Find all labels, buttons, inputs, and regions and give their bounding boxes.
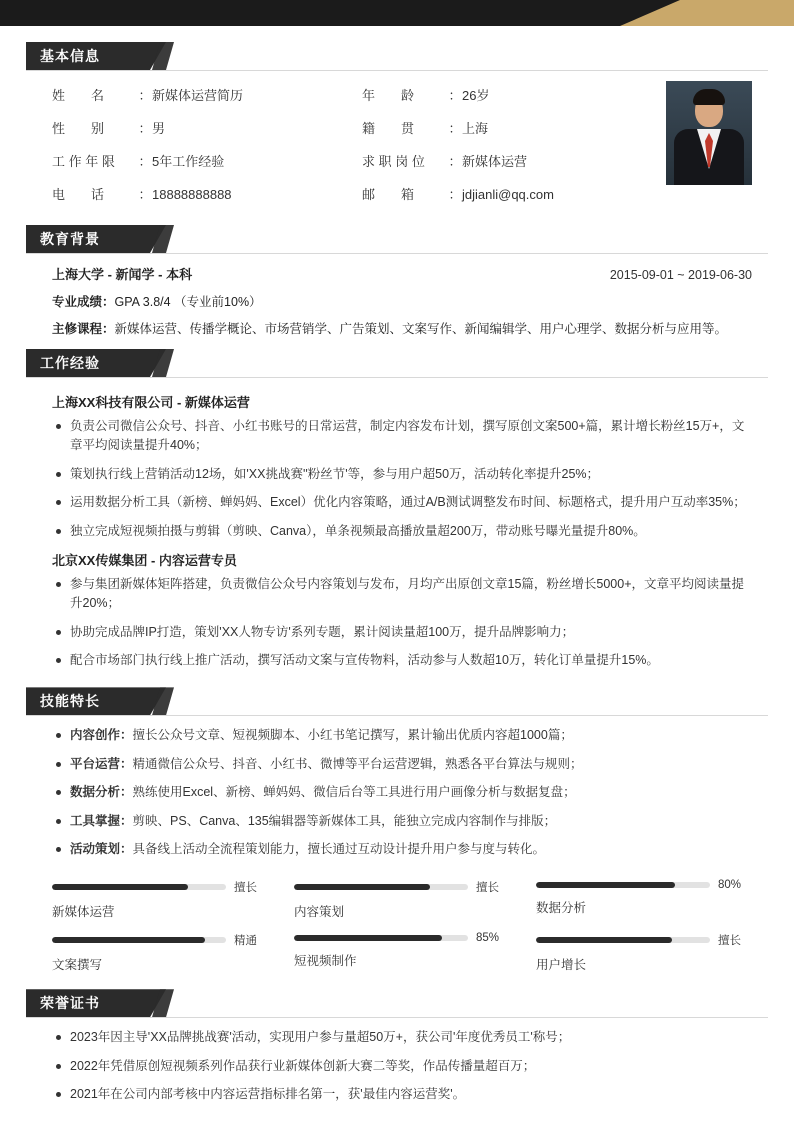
- colon: ：: [448, 121, 462, 136]
- section-basic-info: [0, 26, 794, 213]
- basic-info-body: [0, 71, 794, 213]
- education-date: 2015-09-01 ~ 2019-06-30: [609, 268, 752, 282]
- job-bullets: [52, 417, 752, 541]
- colon: ：: [448, 88, 462, 103]
- list-item: [52, 726, 752, 745]
- skill-bar-value: 85%: [476, 932, 500, 945]
- job-bullets: [52, 575, 752, 671]
- skill-desc: 熟练使用Excel、新榜、蝉妈妈、微信后台等工具进行用户画像分析与数据复盘；: [132, 785, 576, 800]
- avatar: [666, 81, 752, 185]
- section-title-honors: 荣誉证书: [40, 995, 100, 1012]
- education-gpa-value: GPA 3.8/4 （专业前10%）: [114, 295, 262, 309]
- skill-bar-fill: [52, 884, 188, 890]
- basic-field-value: 新媒体运营简历: [152, 88, 244, 103]
- basic-field: [52, 184, 362, 203]
- list-item: 配合市场部门执行线上推广活动，撰写活动文案与宣传物料，活动参与人数超10万，转化订单量提升15%。: [52, 651, 752, 670]
- section-header-honors: [26, 989, 176, 1017]
- colon: ：: [138, 121, 152, 136]
- avatar-hair: [693, 89, 725, 105]
- skill-bar-fill: [294, 884, 430, 890]
- skill-bar: [536, 924, 752, 973]
- colon: ：: [138, 187, 152, 202]
- colon: ：: [448, 187, 462, 202]
- skill-bar-fill: [294, 935, 442, 941]
- basic-field-label: 邮 箱: [362, 187, 415, 202]
- list-item: 协助完成品牌IP打造，策划'XX人物专访'系列专题，累计阅读量超100万，提升品牌影响力；: [52, 623, 752, 642]
- basic-info-grid: [52, 85, 752, 203]
- decorative-top-bar: [0, 0, 794, 26]
- colon: ：: [448, 154, 462, 169]
- section-header-work: [26, 349, 176, 377]
- skill-desc: 擅长公众号文章、短视频脚本、小红书笔记撰写，累计输出优质内容超1000篇；: [132, 728, 573, 743]
- skill-desc: 具备线上活动全流程策划能力，擅长通过互动设计提升用户参与度与转化。: [132, 841, 546, 856]
- section-title-basic: 基本信息: [40, 48, 100, 64]
- section-title-work: 工作经验: [40, 355, 100, 371]
- section-header-basic: [26, 42, 176, 70]
- section-header-education: [26, 225, 176, 253]
- skill-bar-top: [52, 879, 268, 895]
- skill-bar: [536, 871, 752, 920]
- skill-desc: 剪映、PS、Canva、135编辑器等新媒体工具，能独立完成内容制作与排版；: [132, 813, 557, 828]
- section-title-education: 教育背景: [40, 231, 100, 247]
- skill-bar: [294, 871, 510, 920]
- education-courses-value: 新媒体运营、传播学概论、市场营销学、广告策划、文案写作、新闻编辑学、用户心理学、数据分析与应用等。: [114, 322, 728, 336]
- basic-field-value: 5年工作经验: [152, 154, 225, 169]
- list-item: 2021年在公司内部考核中内容运营指标排名第一，获'最佳内容运营奖'。: [52, 1085, 752, 1104]
- skill-bar-label: 短视频制作: [294, 954, 357, 969]
- education-row: [52, 264, 752, 283]
- basic-field-label: 性 别: [52, 121, 105, 136]
- list-item: [52, 783, 752, 802]
- skill-name: 数据分析：: [70, 785, 133, 800]
- education-body: [0, 254, 794, 349]
- list-item: 2023年因主导'XX品牌挑战赛'活动，实现用户参与量超50万+，获公司'年度优秀员工'称号；: [52, 1028, 752, 1047]
- skill-bar-top: [294, 879, 510, 895]
- education-courses-label: 主修课程：: [52, 322, 115, 336]
- list-item: 参与集团新媒体矩阵搭建，负责微信公众号内容策划与发布，月均产出原创文章15篇，粉丝增长5000+，文章平均阅读量提升20%；: [52, 575, 752, 614]
- skill-name: 工具掌握：: [70, 813, 133, 828]
- section-skills: [0, 687, 794, 989]
- skill-bar-fill: [536, 937, 672, 943]
- skill-name: 平台运营：: [70, 756, 133, 771]
- skill-bar-label: 新媒体运营: [52, 905, 115, 920]
- basic-field-label: 工 作 年 限: [52, 154, 115, 169]
- list-item: 2022年凭借原创短视频系列作品获行业新媒体创新大赛二等奖，作品传播量超百万；: [52, 1057, 752, 1076]
- skill-bar: [52, 924, 268, 973]
- section-header-skills: [26, 687, 176, 715]
- skill-bar: [52, 871, 268, 920]
- basic-field-label: 年 龄: [362, 88, 415, 103]
- skill-bar-track: [536, 937, 710, 943]
- work-body: [0, 378, 794, 687]
- skill-bar: [294, 924, 510, 973]
- skill-bar-value: 精通: [234, 935, 257, 948]
- basic-field: [52, 151, 362, 170]
- skill-bar-label: 数据分析: [536, 901, 587, 916]
- job-title: 北京XX传媒集团 - 内容运营专员: [52, 552, 237, 568]
- job-title: 上海XX科技有限公司 - 新媒体运营: [52, 395, 250, 410]
- skill-bar-track: [52, 937, 226, 943]
- top-bar-black: [0, 0, 700, 26]
- basic-field-label: 求 职 岗 位: [362, 154, 425, 169]
- basic-field-label: 籍 贯: [362, 121, 415, 136]
- skill-bar-label: 用户增长: [536, 958, 587, 973]
- section-honors: [0, 989, 794, 1104]
- skill-bar-track: [294, 884, 468, 890]
- basic-field-value: 男: [152, 121, 166, 136]
- list-item: 策划执行线上营销活动12场，如'XX挑战赛''粉丝节'等，参与用户超50万，活动转化率提升25%；: [52, 465, 752, 484]
- basic-field-value: 26岁: [462, 88, 490, 103]
- education-gpa: [52, 292, 752, 310]
- skill-bar-top: [294, 932, 510, 944]
- basic-field-value: 上海: [462, 121, 489, 136]
- basic-field-label: 姓 名: [52, 88, 105, 103]
- list-item: 负责公司微信公众号、抖音、小红书账号的日常运营，制定内容发布计划，撰写原创文案500+篇，累计增长粉丝15万+，文章平均阅读量提升40%；: [52, 417, 752, 456]
- section-work: [0, 349, 794, 687]
- basic-field: [52, 85, 362, 104]
- colon: ：: [138, 154, 152, 169]
- skill-bar-label: 文案撰写: [52, 958, 103, 973]
- skill-name: 内容创作：: [70, 728, 133, 743]
- basic-field-label: 电 话: [52, 187, 105, 202]
- education-courses: [52, 319, 752, 337]
- basic-field: [362, 184, 752, 203]
- skill-bars: [52, 871, 752, 973]
- basic-field: [52, 118, 362, 137]
- list-item: [52, 755, 752, 774]
- skill-bar-value: 80%: [718, 879, 742, 892]
- skill-desc: 精通微信公众号、抖音、小红书、微博等平台运营逻辑，熟悉各平台算法与规则；: [132, 756, 583, 771]
- list-item: 运用数据分析工具（新榜、蝉妈妈、Excel）优化内容策略，通过A/B测试调整发布时间、标题格式，提升用户互动率35%；: [52, 493, 752, 512]
- skill-bar-track: [52, 884, 226, 890]
- section-education: [0, 213, 794, 349]
- resume-page: [0, 26, 794, 1113]
- skill-bar-value: 擅长: [718, 935, 741, 948]
- skill-bar-top: [536, 879, 752, 891]
- skill-bar-label: 内容策划: [294, 905, 345, 920]
- list-item: [52, 812, 752, 831]
- honor-list: [52, 1028, 752, 1104]
- honors-body: [0, 1018, 794, 1104]
- skill-bar-value: 擅长: [476, 882, 499, 895]
- skill-bar-top: [52, 932, 268, 948]
- skill-list: [52, 726, 752, 859]
- basic-field-value: 18888888888: [152, 187, 232, 202]
- skills-body: [0, 716, 794, 989]
- list-item: 独立完成短视频拍摄与剪辑（剪映、Canva），单条视频最高播放量超200万，带动账号曝光量提升80%。: [52, 522, 752, 541]
- basic-field-value: 新媒体运营: [462, 154, 528, 169]
- education-gpa-label: 专业成绩：: [52, 295, 115, 309]
- skill-bar-value: 擅长: [234, 882, 257, 895]
- basic-field-value: jdjianli@qq.com: [462, 187, 554, 202]
- skill-bar-track: [536, 882, 710, 888]
- skill-bar-track: [294, 935, 468, 941]
- skill-bar-fill: [536, 882, 675, 888]
- colon: ：: [138, 88, 152, 103]
- list-item: [52, 840, 752, 859]
- section-title-skills: 技能特长: [40, 693, 100, 710]
- skill-name: 活动策划：: [70, 841, 133, 856]
- skill-bar-fill: [52, 937, 205, 943]
- skill-bar-top: [536, 932, 752, 948]
- education-school: 上海大学 - 新闻学 - 本科: [52, 267, 193, 282]
